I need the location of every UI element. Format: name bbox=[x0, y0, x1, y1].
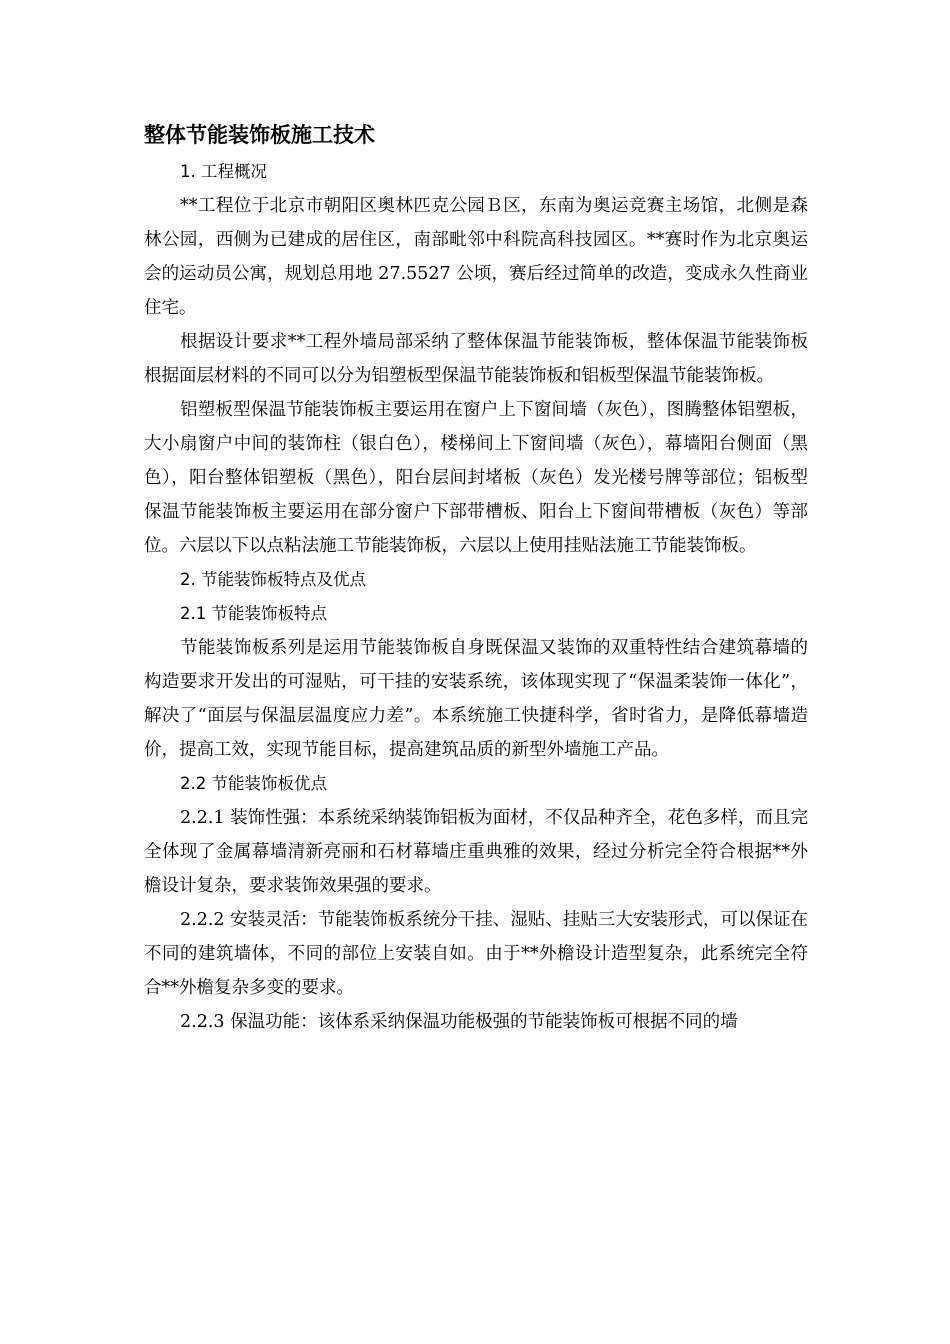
subsection-heading: 2.1 节能装饰板特点 bbox=[180, 604, 327, 623]
paragraph: 根据设计要求**工程外墙局部采纳了整体保温节能装饰板，整体保温节能装饰板根据面层材料的不同可以分为铝塑板型保温节能装饰板和铝板型保温节能装饰板。 bbox=[144, 332, 808, 386]
section-heading: 2. 节能装饰板特点及优点 bbox=[180, 570, 366, 589]
section-heading: 1. 工程概况 bbox=[180, 162, 267, 181]
paragraph: 节能装饰板系列是运用节能装饰板自身既保温又装饰的双重特性结合建筑幕墙的构造要求开发出的可湿贴，可干挂的安装系统，该体现实现了“保温柔装饰一体化”，解决了“面层与保温层温度应力差”。本系统施工快捷科学，省时省力，是降低幕墙造价，提高工效，实现节能目标，提高建筑品质的新型外墙施工产品。 bbox=[144, 638, 808, 760]
document-body bbox=[144, 155, 808, 1039]
paragraph: 铝塑板型保温节能装饰板主要运用在窗户上下窗间墙（灰色），图腾整体铝塑板，大小扇窗户中间的装饰柱（银白色），楼梯间上下窗间墙（灰色），幕墙阳台侧面（黑色），阳台整体铝塑板（黑色），阳台层间封堵板（灰色）发光楼号牌等部位；铝板型保温节能装饰板主要运用在部分窗户下部带槽板、阳台上下窗间带槽板（灰色）等部位。六层以下以点粘法施工节能装饰板，六层以上使用挂贴法施工节能装饰板。 bbox=[144, 400, 808, 556]
paragraph: 2.2.1 装饰性强：本系统采纳装饰铝板为面材，不仅品种齐全，花色多样，而且完全体现了金属幕墙清新亮丽和石材幕墙庄重典雅的效果，经过分析完全符合根据**外檐设计复杂，要求装饰效果强的要求。 bbox=[144, 808, 808, 896]
paragraph: 2.2.3 保温功能：该体系采纳保温功能极强的节能装饰板可根据不同的墙 bbox=[180, 1012, 738, 1032]
document-title: 整体节能装饰板施工技术 bbox=[144, 123, 375, 147]
paragraph: **工程位于北京市朝阳区奥林匹克公园Ｂ区，东南为奥运竞赛主场馆，北侧是森林公园，西侧为已建成的居住区，南部毗邻中科院高科技园区。**赛时作为北京奥运会的运动员公寓，规划总用地 27.5527 公顷，赛后经过简单的改造，变成永久性商业住宅。 bbox=[144, 196, 808, 318]
paragraph: 2.2.2 安装灵活：节能装饰板系统分干挂、湿贴、挂贴三大安装形式，可以保证在不同的建筑墙体，不同的部位上安装自如。由于**外檐设计造型复杂，此系统完全符合**外檐复杂多变的要求。 bbox=[144, 910, 808, 998]
subsection-heading: 2.2 节能装饰板优点 bbox=[180, 774, 327, 793]
